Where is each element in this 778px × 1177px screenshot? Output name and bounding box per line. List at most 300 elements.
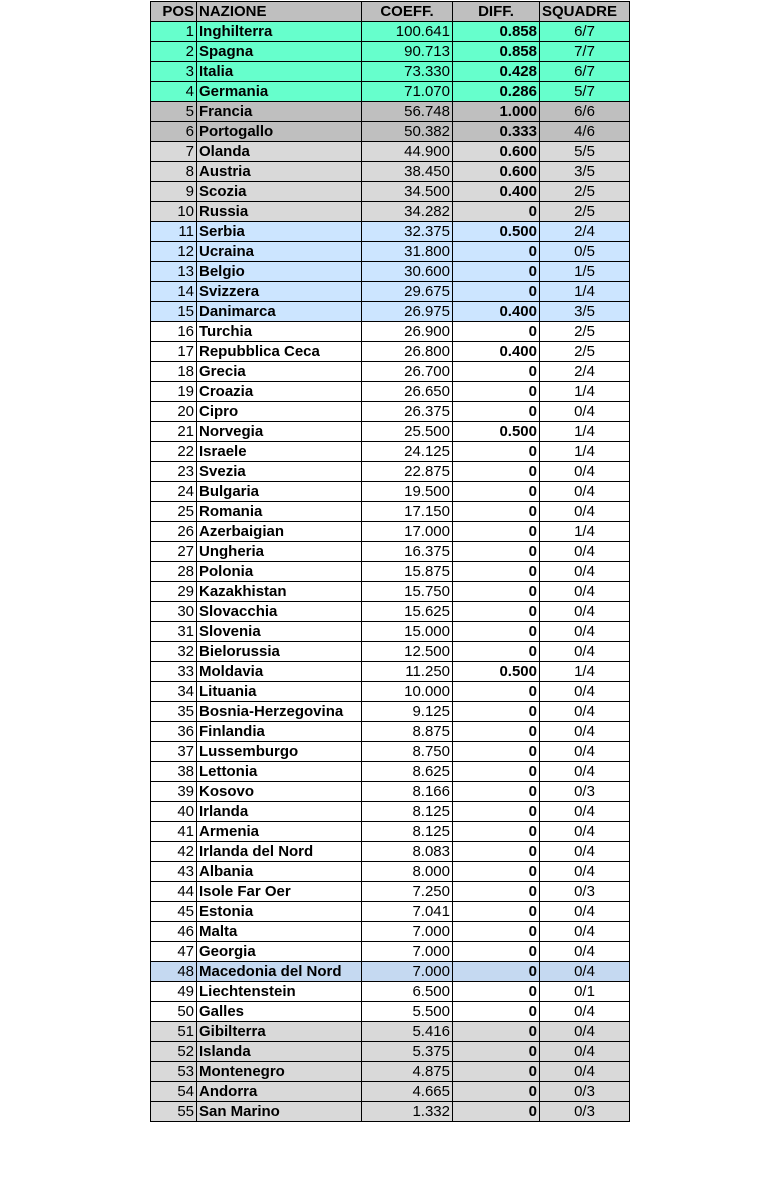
- cell-diff: 0: [453, 642, 540, 662]
- cell-diff: 0.400: [453, 342, 540, 362]
- cell-nazione: Lettonia: [197, 762, 362, 782]
- cell-squadre: 0/4: [540, 842, 630, 862]
- cell-nazione: Austria: [197, 162, 362, 182]
- cell-coeff: 5.375: [362, 1042, 453, 1062]
- table-row: [151, 1082, 630, 1102]
- cell-squadre: 0/3: [540, 882, 630, 902]
- cell-pos: 19: [151, 382, 197, 402]
- cell-pos: 16: [151, 322, 197, 342]
- cell-pos: 45: [151, 902, 197, 922]
- table-row: [151, 662, 630, 682]
- cell-pos: 7: [151, 142, 197, 162]
- cell-nazione: Estonia: [197, 902, 362, 922]
- table-row: [151, 802, 630, 822]
- table-row: [151, 42, 630, 62]
- cell-nazione: Romania: [197, 502, 362, 522]
- cell-diff: 0: [453, 1042, 540, 1062]
- cell-squadre: 7/7: [540, 42, 630, 62]
- header-nazione: NAZIONE: [197, 2, 362, 22]
- table-row: [151, 462, 630, 482]
- cell-squadre: 0/3: [540, 1082, 630, 1102]
- cell-coeff: 8.125: [362, 822, 453, 842]
- table-row: [151, 162, 630, 182]
- cell-pos: 52: [151, 1042, 197, 1062]
- cell-pos: 29: [151, 582, 197, 602]
- table-row: [151, 902, 630, 922]
- cell-squadre: 0/4: [540, 702, 630, 722]
- cell-diff: 0: [453, 562, 540, 582]
- table-body: [151, 22, 630, 1122]
- cell-squadre: 1/4: [540, 662, 630, 682]
- cell-squadre: 2/4: [540, 222, 630, 242]
- cell-coeff: 22.875: [362, 462, 453, 482]
- cell-coeff: 8.750: [362, 742, 453, 762]
- cell-nazione: Lussemburgo: [197, 742, 362, 762]
- cell-squadre: 0/4: [540, 542, 630, 562]
- cell-nazione: Italia: [197, 62, 362, 82]
- cell-coeff: 7.000: [362, 942, 453, 962]
- cell-squadre: 0/4: [540, 1002, 630, 1022]
- cell-diff: 0: [453, 822, 540, 842]
- cell-squadre: 0/4: [540, 462, 630, 482]
- cell-diff: 0.500: [453, 662, 540, 682]
- cell-pos: 30: [151, 602, 197, 622]
- cell-squadre: 0/4: [540, 502, 630, 522]
- cell-coeff: 7.000: [362, 922, 453, 942]
- table-row: [151, 822, 630, 842]
- cell-coeff: 7.250: [362, 882, 453, 902]
- cell-squadre: 0/4: [540, 482, 630, 502]
- cell-diff: 0.500: [453, 222, 540, 242]
- cell-diff: 0.428: [453, 62, 540, 82]
- cell-nazione: Gibilterra: [197, 1022, 362, 1042]
- cell-nazione: Moldavia: [197, 662, 362, 682]
- header-pos: POS: [151, 2, 197, 22]
- cell-pos: 22: [151, 442, 197, 462]
- cell-nazione: Andorra: [197, 1082, 362, 1102]
- table-row: [151, 842, 630, 862]
- cell-nazione: Spagna: [197, 42, 362, 62]
- cell-diff: 0.600: [453, 162, 540, 182]
- cell-diff: 0.286: [453, 82, 540, 102]
- cell-pos: 27: [151, 542, 197, 562]
- cell-nazione: Armenia: [197, 822, 362, 842]
- cell-diff: 0: [453, 442, 540, 462]
- cell-pos: 28: [151, 562, 197, 582]
- cell-pos: 4: [151, 82, 197, 102]
- cell-nazione: Israele: [197, 442, 362, 462]
- cell-squadre: 0/4: [540, 1022, 630, 1042]
- table-row: [151, 342, 630, 362]
- cell-diff: 0: [453, 882, 540, 902]
- cell-nazione: Bulgaria: [197, 482, 362, 502]
- cell-coeff: 38.450: [362, 162, 453, 182]
- cell-coeff: 73.330: [362, 62, 453, 82]
- cell-squadre: 0/4: [540, 602, 630, 622]
- table-row: [151, 542, 630, 562]
- table-row: [151, 622, 630, 642]
- cell-diff: 0: [453, 922, 540, 942]
- table-row: [151, 982, 630, 1002]
- cell-coeff: 100.641: [362, 22, 453, 42]
- table-row: [151, 62, 630, 82]
- cell-squadre: 0/3: [540, 782, 630, 802]
- ranking-table: [150, 1, 630, 1122]
- cell-coeff: 26.700: [362, 362, 453, 382]
- cell-nazione: Irlanda del Nord: [197, 842, 362, 862]
- cell-squadre: 0/4: [540, 922, 630, 942]
- table-row: [151, 362, 630, 382]
- table-row: [151, 1022, 630, 1042]
- cell-coeff: 71.070: [362, 82, 453, 102]
- cell-coeff: 5.416: [362, 1022, 453, 1042]
- cell-nazione: Bosnia-Herzegovina: [197, 702, 362, 722]
- cell-diff: 0: [453, 362, 540, 382]
- table-row: [151, 862, 630, 882]
- cell-pos: 23: [151, 462, 197, 482]
- cell-nazione: Grecia: [197, 362, 362, 382]
- cell-nazione: Olanda: [197, 142, 362, 162]
- table-row: [151, 1102, 630, 1122]
- cell-squadre: 2/5: [540, 322, 630, 342]
- cell-coeff: 26.650: [362, 382, 453, 402]
- cell-diff: 0: [453, 702, 540, 722]
- cell-nazione: Azerbaigian: [197, 522, 362, 542]
- table-row: [151, 582, 630, 602]
- cell-nazione: Kazakhistan: [197, 582, 362, 602]
- cell-diff: 0: [453, 402, 540, 422]
- table-row: [151, 942, 630, 962]
- cell-pos: 39: [151, 782, 197, 802]
- cell-coeff: 17.000: [362, 522, 453, 542]
- cell-squadre: 0/4: [540, 582, 630, 602]
- cell-diff: 0: [453, 982, 540, 1002]
- cell-nazione: Irlanda: [197, 802, 362, 822]
- cell-coeff: 32.375: [362, 222, 453, 242]
- cell-pos: 47: [151, 942, 197, 962]
- cell-squadre: 3/5: [540, 302, 630, 322]
- cell-pos: 18: [151, 362, 197, 382]
- cell-pos: 26: [151, 522, 197, 542]
- cell-nazione: Inghilterra: [197, 22, 362, 42]
- cell-pos: 54: [151, 1082, 197, 1102]
- cell-squadre: 0/4: [540, 802, 630, 822]
- cell-nazione: Francia: [197, 102, 362, 122]
- cell-squadre: 0/5: [540, 242, 630, 262]
- cell-coeff: 8.000: [362, 862, 453, 882]
- header-coeff: COEFF.: [362, 2, 453, 22]
- cell-diff: 0: [453, 522, 540, 542]
- cell-coeff: 8.875: [362, 722, 453, 742]
- cell-coeff: 26.975: [362, 302, 453, 322]
- cell-nazione: Isole Far Oer: [197, 882, 362, 902]
- cell-squadre: 0/4: [540, 862, 630, 882]
- cell-diff: 0: [453, 502, 540, 522]
- header-squadre: SQUADRE: [540, 2, 630, 22]
- cell-coeff: 4.875: [362, 1062, 453, 1082]
- cell-squadre: 0/4: [540, 942, 630, 962]
- cell-coeff: 31.800: [362, 242, 453, 262]
- cell-diff: 0: [453, 902, 540, 922]
- cell-nazione: San Marino: [197, 1102, 362, 1122]
- cell-pos: 42: [151, 842, 197, 862]
- cell-pos: 10: [151, 202, 197, 222]
- cell-pos: 50: [151, 1002, 197, 1022]
- cell-nazione: Slovenia: [197, 622, 362, 642]
- table-row: [151, 422, 630, 442]
- cell-squadre: 1/4: [540, 442, 630, 462]
- table-row: [151, 202, 630, 222]
- header-row: [151, 2, 630, 22]
- cell-diff: 0: [453, 322, 540, 342]
- cell-squadre: 0/1: [540, 982, 630, 1002]
- cell-nazione: Portogallo: [197, 122, 362, 142]
- cell-diff: 0.858: [453, 22, 540, 42]
- table-row: [151, 1002, 630, 1022]
- cell-squadre: 0/4: [540, 742, 630, 762]
- cell-nazione: Macedonia del Nord: [197, 962, 362, 982]
- cell-coeff: 8.166: [362, 782, 453, 802]
- cell-coeff: 8.083: [362, 842, 453, 862]
- cell-pos: 35: [151, 702, 197, 722]
- cell-squadre: 1/4: [540, 422, 630, 442]
- cell-pos: 9: [151, 182, 197, 202]
- cell-squadre: 0/4: [540, 642, 630, 662]
- cell-coeff: 4.665: [362, 1082, 453, 1102]
- cell-coeff: 7.000: [362, 962, 453, 982]
- cell-pos: 1: [151, 22, 197, 42]
- table-row: [151, 122, 630, 142]
- cell-squadre: 2/5: [540, 182, 630, 202]
- cell-squadre: 5/5: [540, 142, 630, 162]
- cell-diff: 0: [453, 782, 540, 802]
- table-row: [151, 142, 630, 162]
- cell-squadre: 0/4: [540, 622, 630, 642]
- cell-coeff: 15.625: [362, 602, 453, 622]
- cell-coeff: 26.375: [362, 402, 453, 422]
- cell-diff: 0: [453, 862, 540, 882]
- cell-squadre: 0/4: [540, 962, 630, 982]
- cell-squadre: 0/3: [540, 1102, 630, 1122]
- cell-nazione: Ucraina: [197, 242, 362, 262]
- cell-squadre: 5/7: [540, 82, 630, 102]
- cell-coeff: 11.250: [362, 662, 453, 682]
- cell-diff: 0: [453, 1102, 540, 1122]
- cell-coeff: 26.800: [362, 342, 453, 362]
- cell-pos: 15: [151, 302, 197, 322]
- cell-diff: 0: [453, 1022, 540, 1042]
- cell-coeff: 34.500: [362, 182, 453, 202]
- cell-squadre: 2/5: [540, 342, 630, 362]
- cell-nazione: Polonia: [197, 562, 362, 582]
- cell-pos: 51: [151, 1022, 197, 1042]
- cell-nazione: Liechtenstein: [197, 982, 362, 1002]
- cell-nazione: Scozia: [197, 182, 362, 202]
- table-row: [151, 442, 630, 462]
- table-row: [151, 642, 630, 662]
- cell-coeff: 24.125: [362, 442, 453, 462]
- cell-diff: 1.000: [453, 102, 540, 122]
- cell-pos: 36: [151, 722, 197, 742]
- cell-squadre: 0/4: [540, 722, 630, 742]
- cell-nazione: Germania: [197, 82, 362, 102]
- cell-pos: 5: [151, 102, 197, 122]
- cell-pos: 49: [151, 982, 197, 1002]
- cell-diff: 0: [453, 1002, 540, 1022]
- cell-pos: 12: [151, 242, 197, 262]
- cell-diff: 0.333: [453, 122, 540, 142]
- cell-pos: 32: [151, 642, 197, 662]
- cell-pos: 24: [151, 482, 197, 502]
- table-row: [151, 82, 630, 102]
- cell-squadre: 1/4: [540, 382, 630, 402]
- cell-squadre: 0/4: [540, 1062, 630, 1082]
- table-row: [151, 182, 630, 202]
- cell-coeff: 15.000: [362, 622, 453, 642]
- cell-nazione: Norvegia: [197, 422, 362, 442]
- cell-coeff: 7.041: [362, 902, 453, 922]
- table-row: [151, 762, 630, 782]
- cell-coeff: 56.748: [362, 102, 453, 122]
- cell-diff: 0: [453, 282, 540, 302]
- cell-nazione: Lituania: [197, 682, 362, 702]
- table-row: [151, 922, 630, 942]
- table-row: [151, 782, 630, 802]
- cell-pos: 53: [151, 1062, 197, 1082]
- cell-pos: 11: [151, 222, 197, 242]
- table-row: [151, 282, 630, 302]
- cell-pos: 43: [151, 862, 197, 882]
- table-row: [151, 962, 630, 982]
- cell-diff: 0: [453, 582, 540, 602]
- cell-diff: 0: [453, 962, 540, 982]
- cell-pos: 6: [151, 122, 197, 142]
- cell-squadre: 1/4: [540, 522, 630, 542]
- cell-nazione: Galles: [197, 1002, 362, 1022]
- cell-nazione: Kosovo: [197, 782, 362, 802]
- cell-squadre: 6/7: [540, 62, 630, 82]
- cell-diff: 0: [453, 542, 540, 562]
- cell-nazione: Montenegro: [197, 1062, 362, 1082]
- cell-nazione: Belgio: [197, 262, 362, 282]
- table-row: [151, 502, 630, 522]
- table-row: [151, 302, 630, 322]
- cell-coeff: 16.375: [362, 542, 453, 562]
- cell-diff: 0: [453, 482, 540, 502]
- cell-pos: 8: [151, 162, 197, 182]
- cell-pos: 13: [151, 262, 197, 282]
- cell-diff: 0: [453, 202, 540, 222]
- cell-squadre: 0/4: [540, 402, 630, 422]
- cell-pos: 25: [151, 502, 197, 522]
- cell-squadre: 1/5: [540, 262, 630, 282]
- cell-diff: 0: [453, 462, 540, 482]
- cell-nazione: Danimarca: [197, 302, 362, 322]
- cell-nazione: Slovacchia: [197, 602, 362, 622]
- table-row: [151, 102, 630, 122]
- cell-pos: 2: [151, 42, 197, 62]
- table-row: [151, 562, 630, 582]
- table-row: [151, 1062, 630, 1082]
- cell-diff: 0: [453, 622, 540, 642]
- cell-pos: 34: [151, 682, 197, 702]
- cell-diff: 0: [453, 682, 540, 702]
- cell-coeff: 44.900: [362, 142, 453, 162]
- cell-nazione: Croazia: [197, 382, 362, 402]
- cell-coeff: 90.713: [362, 42, 453, 62]
- cell-nazione: Repubblica Ceca: [197, 342, 362, 362]
- cell-coeff: 8.625: [362, 762, 453, 782]
- cell-diff: 0: [453, 1082, 540, 1102]
- cell-coeff: 15.750: [362, 582, 453, 602]
- header-diff: DIFF.: [453, 2, 540, 22]
- table-row: [151, 242, 630, 262]
- cell-coeff: 15.875: [362, 562, 453, 582]
- cell-diff: 0: [453, 742, 540, 762]
- cell-nazione: Svezia: [197, 462, 362, 482]
- cell-diff: 0: [453, 262, 540, 282]
- cell-nazione: Bielorussia: [197, 642, 362, 662]
- cell-pos: 3: [151, 62, 197, 82]
- cell-nazione: Islanda: [197, 1042, 362, 1062]
- cell-coeff: 34.282: [362, 202, 453, 222]
- table-row: [151, 702, 630, 722]
- cell-nazione: Serbia: [197, 222, 362, 242]
- cell-nazione: Russia: [197, 202, 362, 222]
- cell-coeff: 10.000: [362, 682, 453, 702]
- cell-coeff: 1.332: [362, 1102, 453, 1122]
- table-row: [151, 382, 630, 402]
- cell-diff: 0.500: [453, 422, 540, 442]
- cell-diff: 0: [453, 1062, 540, 1082]
- cell-squadre: 0/4: [540, 682, 630, 702]
- cell-diff: 0: [453, 242, 540, 262]
- cell-diff: 0.600: [453, 142, 540, 162]
- cell-nazione: Ungheria: [197, 542, 362, 562]
- cell-coeff: 50.382: [362, 122, 453, 142]
- table-row: [151, 1042, 630, 1062]
- cell-coeff: 26.900: [362, 322, 453, 342]
- cell-coeff: 17.150: [362, 502, 453, 522]
- cell-nazione: Malta: [197, 922, 362, 942]
- cell-diff: 0: [453, 762, 540, 782]
- cell-squadre: 1/4: [540, 282, 630, 302]
- cell-squadre: 2/5: [540, 202, 630, 222]
- table-row: [151, 602, 630, 622]
- cell-coeff: 8.125: [362, 802, 453, 822]
- cell-coeff: 30.600: [362, 262, 453, 282]
- cell-pos: 31: [151, 622, 197, 642]
- cell-squadre: 3/5: [540, 162, 630, 182]
- cell-nazione: Georgia: [197, 942, 362, 962]
- cell-nazione: Cipro: [197, 402, 362, 422]
- table-row: [151, 522, 630, 542]
- cell-diff: 0: [453, 842, 540, 862]
- cell-pos: 21: [151, 422, 197, 442]
- cell-squadre: 0/4: [540, 902, 630, 922]
- cell-squadre: 4/6: [540, 122, 630, 142]
- cell-diff: 0: [453, 382, 540, 402]
- cell-pos: 37: [151, 742, 197, 762]
- cell-pos: 17: [151, 342, 197, 362]
- cell-diff: 0.400: [453, 302, 540, 322]
- table-row: [151, 482, 630, 502]
- table-row: [151, 742, 630, 762]
- cell-pos: 20: [151, 402, 197, 422]
- cell-coeff: 12.500: [362, 642, 453, 662]
- cell-squadre: 0/4: [540, 822, 630, 842]
- cell-squadre: 6/6: [540, 102, 630, 122]
